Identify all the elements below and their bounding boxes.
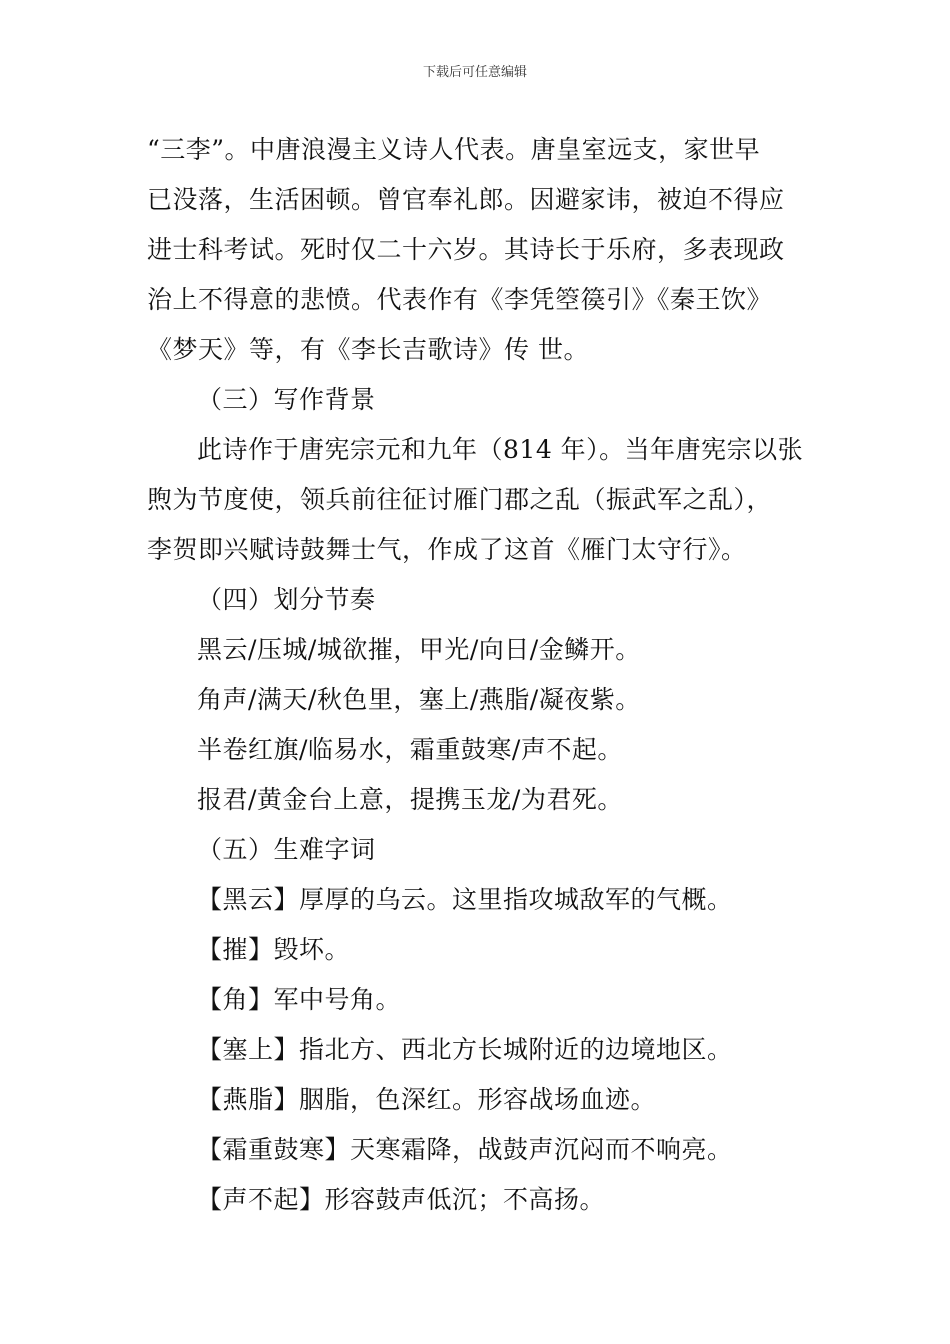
vocab-item: 【霜重鼓寒】天寒霜降，战鼓声沉闷而不响亮。: [197, 1135, 733, 1164]
section-heading: （三）写作背景: [197, 385, 376, 414]
section-heading: （五）生难字词: [197, 835, 376, 864]
poem-line: 报君/黄金台上意，提携玉龙/为君死。: [197, 785, 623, 814]
background-section: [147, 375, 817, 575]
page-header: 下载后可任意编辑: [422, 65, 527, 80]
vocab-item: 【燕脂】胭脂，色深红。形容战场血迹。: [197, 1085, 657, 1114]
paragraph-line: 李贺即兴赋诗鼓舞士气，作成了这首《雁门太守行》。: [147, 535, 747, 564]
vocab-item: 【塞上】指北方、西北方长城附近的边境地区。: [197, 1035, 733, 1064]
intro-paragraph: [147, 125, 817, 375]
poem-line: 半卷红旗/临易水，霜重鼓寒/声不起。: [197, 735, 623, 764]
vocab-item: 【声不起】形容鼓声低沉；不高扬。: [197, 1185, 606, 1214]
intro-line: 已没落，生活困顿。曾官奉礼郎。因避家讳，被迫不得应: [147, 185, 785, 214]
vocab-item: 【摧】毁坏。: [197, 935, 351, 964]
vocab-section: [147, 825, 817, 1225]
document-body: [147, 125, 817, 1225]
intro-line: 进士科考试。死时仅二十六岁。其诗长于乐府，多表现政: [147, 235, 785, 264]
intro-line: 治上不得意的悲愤。代表作有《李凭箜篌引》《秦王饮》: [147, 285, 773, 314]
section-heading: （四）划分节奏: [197, 585, 376, 614]
intro-line: “三李”。中唐浪漫主义诗人代表。唐皇室远支，家世早: [147, 135, 761, 164]
vocab-item: 【黑云】厚厚的乌云。这里指攻城敌军的气概。: [197, 885, 733, 914]
intro-line: 《梦天》等，有《李长吉歌诗》传 世。: [147, 335, 589, 364]
rhythm-section: [147, 575, 817, 825]
paragraph-line: 煦为节度使，领兵前往征讨雁门郡之乱（振武军之乱），: [147, 485, 773, 514]
poem-line: 角声/满天/秋色里，塞上/燕脂/凝夜紫。: [197, 685, 641, 714]
paragraph-line: 此诗作于唐宪宗元和九年（814 年）。当年唐宪宗以张: [197, 435, 804, 464]
poem-line: 黑云/压城/城欲摧，甲光/向日/金鳞开。: [197, 635, 641, 664]
vocab-item: 【角】军中号角。: [197, 985, 402, 1014]
